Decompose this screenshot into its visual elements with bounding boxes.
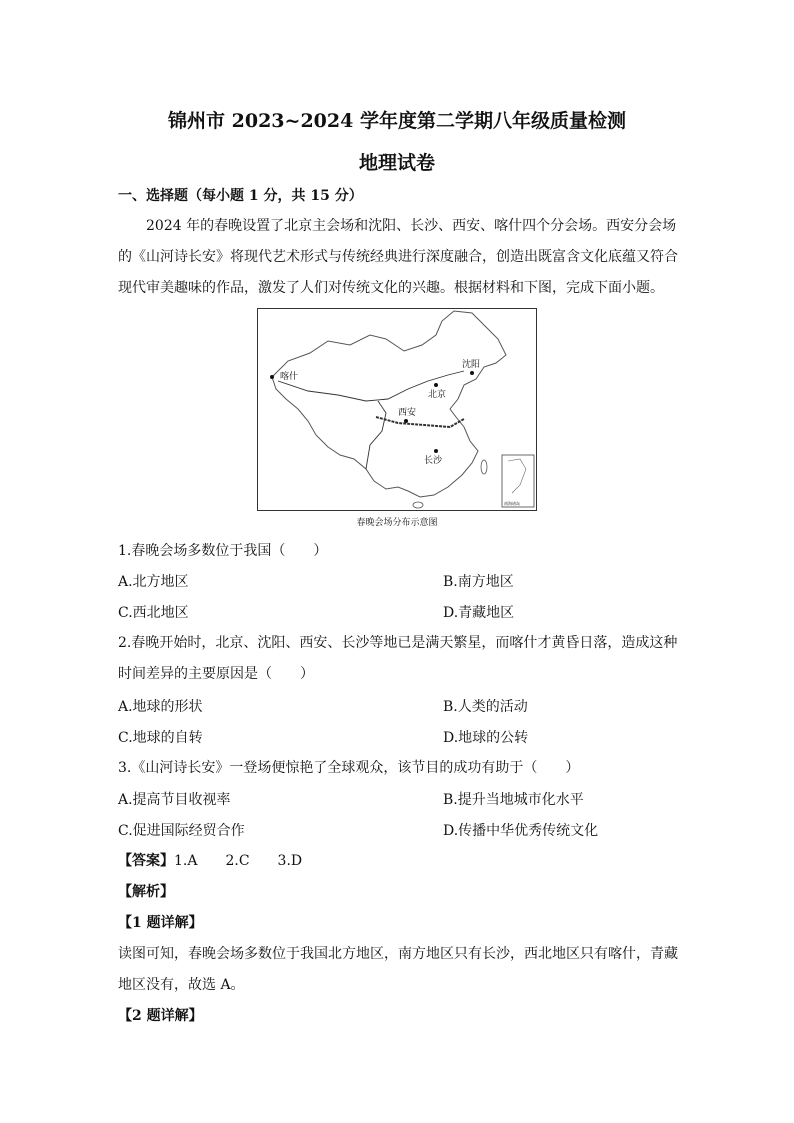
question-2-option-c: C.地球的自转	[118, 730, 203, 746]
question-3-option-a: A.提高节目收视率	[118, 792, 231, 808]
question-2-option-b: B.人类的活动	[443, 699, 528, 715]
city-label-kashi: 喀什	[280, 372, 299, 382]
analysis-label: 【解析】	[118, 884, 174, 900]
south-sea-inset	[502, 455, 534, 507]
answer-label: 【答案】	[118, 853, 174, 869]
north-south-divide	[376, 417, 464, 427]
intro-line-2: 的《山河诗长安》将现代艺术形式与传统经典进行深度融合，创造出既富含文化底蕴又符合	[118, 249, 678, 265]
question-3-option-b: B.提升当地城市化水平	[443, 792, 584, 808]
inset-label: 南海诸岛	[504, 501, 520, 506]
city-dot-changsha	[434, 449, 438, 453]
city-dot-beijing	[434, 383, 438, 387]
china-outline	[272, 311, 506, 497]
q1-analysis-line-2: 地区没有，故选 A。	[118, 977, 245, 993]
hainan-island	[413, 502, 423, 508]
answer-values: 1.A 2.C 3.D	[174, 853, 303, 869]
question-3-option-d: D.传播中华优秀传统文化	[443, 823, 599, 839]
region-boundary-line	[366, 401, 386, 469]
city-dot-kashi	[270, 375, 274, 379]
city-label-beijing: 北京	[428, 390, 447, 400]
city-dot-shenyang	[470, 371, 474, 375]
city-label-xian: 西安	[398, 408, 417, 418]
question-3-stem: 3.《山河诗长安》一登场便惊艳了全球观众，该节目的成功有助于（ ）	[118, 760, 580, 776]
taiwan-island	[481, 460, 487, 474]
exam-title: 锦州市 2023~2024 学年度第二学期八年级质量检测	[168, 110, 626, 132]
answer-row	[118, 850, 302, 872]
map-graphic	[258, 309, 536, 510]
question-3-option-c: C.促进国际经贸合作	[118, 823, 245, 839]
question-2-stem-line-1: 2.春晚开始时，北京、沈阳、西安、长沙等地已是满天繁星，而喀什才黄昏日落，造成这种	[118, 635, 678, 651]
question-1-option-c: C.西北地区	[118, 605, 189, 621]
intro-line-1: 2024 年的春晚设置了北京主会场和沈阳、长沙、西安、喀什四个分会场。西安分会场	[146, 218, 677, 234]
question-2-stem-line-2: 时间差异的主要原因是（ ）	[118, 666, 314, 682]
q2-analysis-heading: 【2 题详解】	[118, 1008, 203, 1024]
question-2-option-d: D.地球的公转	[443, 730, 529, 746]
exam-subject: 地理试卷	[358, 152, 435, 174]
city-label-shenyang: 沈阳	[462, 360, 481, 370]
question-1-option-a: A.北方地区	[118, 574, 189, 590]
intro-line-3: 现代审美趣味的作品，激发了人们对传统文化的兴趣。根据材料和下图，完成下面小题。	[118, 280, 664, 296]
china-venue-map	[257, 308, 537, 511]
city-label-changsha: 长沙	[424, 456, 443, 466]
city-dot-xian	[404, 419, 408, 423]
q1-analysis-heading: 【1 题详解】	[118, 915, 203, 931]
question-1-stem: 1.春晚会场多数位于我国（ ）	[118, 543, 328, 559]
question-2-option-a: A.地球的形状	[118, 699, 203, 715]
question-1-option-d: D.青藏地区	[443, 605, 515, 621]
section-heading: 一、选择题（每小题 1 分，共 15 分）	[118, 188, 363, 204]
question-1-option-b: B.南方地区	[443, 574, 514, 590]
map-caption: 春晚会场分布示意图	[356, 518, 438, 528]
q1-analysis-line-1: 读图可知，春晚会场多数位于我国北方地区，南方地区只有长沙，西北地区只有喀什，青藏	[118, 946, 678, 962]
